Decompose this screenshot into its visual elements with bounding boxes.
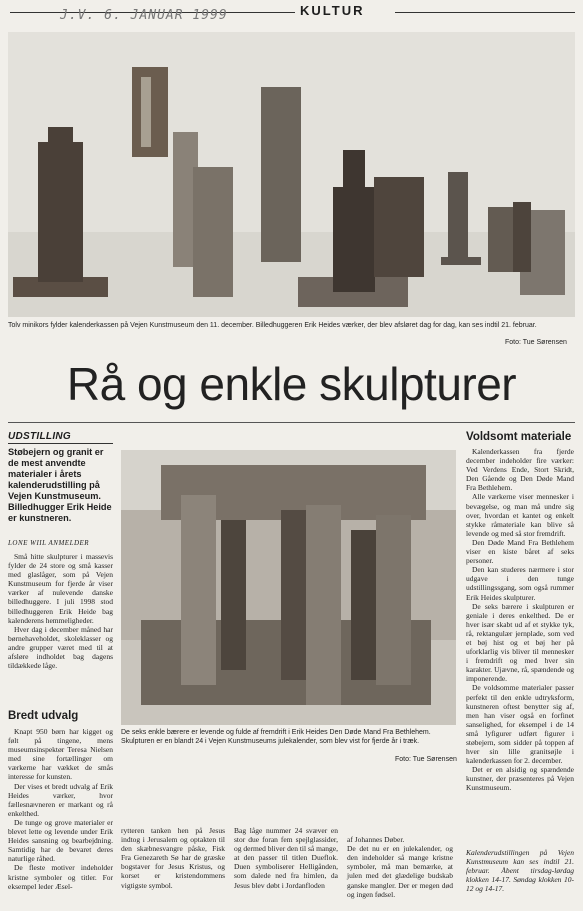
paragraph: De voldsomme materialer passer perfekt til den enkle udtryksform, kunstneren oftest benytter sig af, men han viser også en forfinet sanselighed, for eksempel i de 14 små lyfigurer udført figurer i støbejern, som sidder på toppen af hver sin lille granitsøjle i kalenderkassen for 2. december. [466,683,574,766]
paragraph: Den Døde Mand Fra Bethlehem viser en kiste båret af seks personer. [466,537,574,566]
middle-photo-credit: Foto: Tue Sørensen [395,756,457,763]
paragraph: De fleste motiver indeholder kristne symboler og titler. For eksempel leder Æsel- [8,863,113,891]
sculptures-illustration [8,32,575,317]
paragraph: Kalenderkassen fra fjerde december indeholder fire værker: Ved Verdens Ende, Stort Skridt, Den Gående og Den Døde Mand Fra Bethlehem. [466,447,574,493]
section-label: KULTUR [300,3,365,18]
col5-body [466,447,574,793]
col1-body [8,552,113,670]
paragraph: Der vises et bredt udvalg af Erik Heides værker, hvor fællesnævneren er markant og rå enkelthed. [8,781,113,818]
subhead-voldsomt-materiale: Voldsomt materiale [466,431,572,443]
info-box [466,848,574,893]
info-box-text: Kalenderudstillingen på Vejen Kunstmuseum kan ses indtil 21. februar. Åbent tirsdag-lørdag klokken 14-17. Søndag klokken 10-12 og 14-17. [466,848,574,894]
handwritten-date: J.V. 6. JANUAR 1999 [60,8,228,23]
middle-photo-caption: De seks enkle bærere er levende og fulde af fremdrift i Erik Heides Den Døde Mand Fra Bethlehem. Skulpturen er en blandt 24 i Vejen Kunstmuseums julekalender, som blev vist for fjerde år i træk. [121,729,431,745]
top-photo-credit: Foto: Tue Sørensen [505,339,567,346]
paragraph: De seks bærere i skulpturen er geniale i deres enkelthed. De er hver især skabt ud af et stykke tyk, rå, rektangulær jernplade, som ved et bøj hist og et bøj her på uforklarlig vis bliver til mennesker i fremdrift og med hver sin karakter. Ujævne, rå, spændende og imponerende. [466,601,574,684]
article-headline: Rå og enkle skulpturer [66,358,517,410]
col4-body [347,826,453,908]
coffin-sculpture-illustration [121,450,456,725]
top-photo-caption: Tolv minikors fylder kalenderkassen på Vejen Kunstmuseum den 11. december. Billedhuggeren Erik Heides værker, der blev afsløret dag for dag, kan ses indtil 21. februar. [8,322,537,329]
article-lead: Støbejern og granit er de mest anvendte materialer i årets kalenderudstilling på Vejen Kunstmuseum. Billedhugger Erik Heide er kunstneren. [8,447,112,523]
paragraph: De tunge og grove materialer er blevet lette og levende under Erik Heides sansning og bearbejdning. Samtidig har de bevaret deres naturlige råhed. [8,817,113,864]
paragraph: Det er en alsidig og spændende kunstner, der præsenteres på Vejen Kunstmuseum. [466,765,574,793]
subhead-bredt-udvalg: Bredt udvalg [8,710,79,722]
section-tag: UDSTILLING [8,431,71,442]
paragraph: rytteren tanken hen på Jesus indtog i Jerusalem og optakten til den skæbnesvangre påske, Fisk Fra Genezareth Sø har de græske bogstaver for Jesus Kristus, og korset er kristendommens vigtigste symbol. [121,826,225,890]
col3-body [234,826,338,890]
top-photo [8,32,575,317]
col1b-body [8,727,113,891]
paragraph: Den kan studeres nærmere i stor udgave i den tunge udstillingssgang, som også rummer Erik Heides skulpturer. [466,565,574,602]
paragraph: Små hitte skulpturer i massevis fylder de 24 store og små kasser med glaslåger, som på Vejen Kunstmuseum for fjerde år viser værker af nulevende danske billedhuggere. I juli 1998 stod billedhuggeren Erik Heide bag kalenderens hemmeligheder. [8,552,113,625]
middle-photo [121,450,456,725]
paragraph: Hver dag i december måned har børnehaveholdet, skoleklasser og andre grupper været med til at afsløre indholdet bag dagens tildækkede låge. [8,624,113,671]
col2-body [121,826,225,890]
paragraph: Knapt 950 børn har kigget og følt på tingene, mens museumsinspektør Teresa Nielsen med sine fortællinger om værkerne har vækket de smås interesse for kunsten. [8,727,113,782]
article-byline: LONE WIIL ANMELDER [8,539,90,547]
paragraph: af Johannes Døber. De det nu er en julekalender, og den indeholder så mange kristne symboler, må man bemærke, at julen med det glædelige budskab ganske mangler. Der er megen død og ingen fødsel. [347,835,453,899]
headline-rule [8,422,575,423]
section-tag-rule [8,443,113,444]
paragraph: Bag låge nummer 24 svæver en stor due foran fem spejlglassider, og dermed bliver den til så mange, at den passer til titlen Dueflok. Duen symboliserer Helligånden, som dalede ned fra himlen, da Jesus blev døbt i Jordanfloden [234,826,338,890]
paragraph: Alle værkerne viser mennesker i bevægelse, og man må undre sig over, hvordan et kantet og enkelt stykke råmateriale kan blive så levende og med så stor fremdrift. [466,492,574,538]
